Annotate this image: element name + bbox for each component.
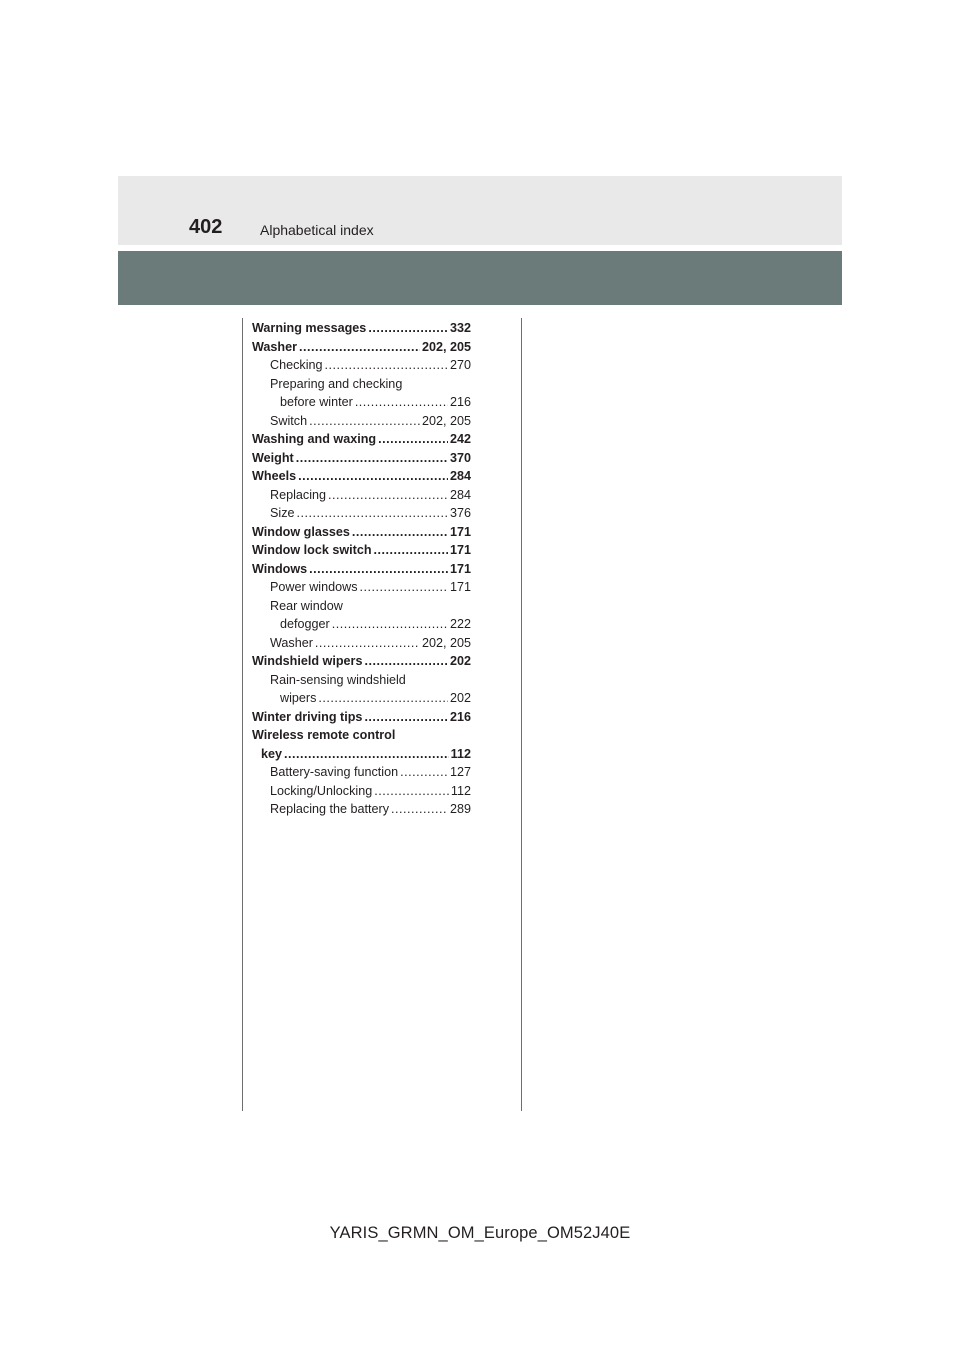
index-entry-page: 284 [449,469,471,483]
index-entry-term: Replacing [270,487,327,502]
index-entry [252,319,471,338]
index-entry-page: 171 [449,543,471,557]
dot-leader [400,763,448,782]
dot-leader [328,486,448,505]
index-entry-term: before winter [280,395,353,409]
index-entry-page: 171 [449,561,471,576]
dot-leader [297,504,448,523]
index-entry-page: 370 [449,450,471,465]
index-entry-term: wipers [280,691,317,705]
column-divider-left [242,318,243,1111]
dot-leader [368,319,448,338]
index-entry-term: Size [270,506,295,520]
dot-leader [325,356,448,375]
index-entry [252,560,471,579]
index-entry-page: 202, 205 [421,413,471,428]
index-entry-term: Battery-saving function [270,765,399,779]
dot-leader [364,652,448,671]
index-entry [252,652,471,671]
index-entry-term: Window glasses [252,524,350,539]
index-entry-page: 376 [449,506,471,520]
index-entry-term: Window lock switch [252,543,372,557]
index-entry-page: 202, 205 [421,635,471,650]
index-entry-term: key [261,746,283,761]
index-entry [252,541,471,560]
index-entry-term: Windows [252,561,308,576]
section-title: Alphabetical index [260,222,374,238]
index-entry [252,615,471,634]
index-entry-term: defogger [280,617,330,631]
index-entry [252,800,471,819]
dot-leader [315,634,420,653]
column-divider-right [521,318,522,1111]
index-entry-page: 171 [449,580,471,594]
header-band [118,176,842,245]
index-entry-term: Warning messages [252,321,367,335]
index-entry-term: Winter driving tips [252,709,363,724]
index-entry [252,578,471,597]
index-entry-page: 284 [449,487,471,502]
index-entry [252,356,471,375]
dot-leader [284,745,449,764]
index-entry [252,634,471,653]
dot-leader [309,412,420,431]
index-entry-term: Washer [270,635,313,650]
dot-leader [332,615,448,634]
dot-leader [352,523,448,542]
index-entry [252,782,471,801]
index-entry-term: Washing and waxing [252,432,377,446]
index-entry-term: Wheels [252,469,297,483]
index-entry-term: Windshield wipers [252,654,363,668]
index-entry-term: Washer [252,339,298,354]
index-entry-page: 112 [450,783,471,798]
index-entry [252,726,471,745]
index-entry-page: 289 [449,802,471,816]
index-entry [252,430,471,449]
index-entry [252,467,471,486]
index-entry-term: Rain-sensing windshield [270,672,406,687]
index-entry-term: Checking [270,358,323,372]
dot-leader [391,800,448,819]
index-entry-page: 332 [449,321,471,335]
index-entry [252,523,471,542]
index-entry-page: 112 [450,746,471,761]
dot-leader [355,393,448,412]
index-entry-page: 222 [449,617,471,631]
dot-leader [374,541,448,560]
dot-leader [298,467,448,486]
dot-leader [309,560,448,579]
page-number: 402 [189,216,223,238]
index-entry [252,763,471,782]
index-entry-page: 270 [449,358,471,372]
index-entry [252,375,471,394]
dot-leader [378,430,448,449]
index-entry [252,708,471,727]
index-entry-term: Preparing and checking [270,376,403,391]
index-entry [252,745,471,764]
title-bar [118,251,842,305]
dot-leader [360,578,448,597]
index-entry-term: Replacing the battery [270,802,390,816]
index-entry [252,486,471,505]
document-code: YARIS_GRMN_OM_Europe_OM52J40E [329,1224,631,1242]
index-entry-page: 171 [449,524,471,539]
index-entry-page: 242 [449,432,471,446]
index-entry-term: Wireless remote control [252,728,396,742]
index-entry-page: 216 [449,709,471,724]
dot-leader [374,782,449,801]
dot-leader [299,338,420,357]
index-entry [252,338,471,357]
index-entry-term: Rear window [270,598,343,613]
dot-leader [296,449,448,468]
index-entry-page: 216 [449,395,471,409]
index-entry-page: 202 [449,654,471,668]
index-entry [252,412,471,431]
index-entry [252,393,471,412]
index-entry-term: Locking/Unlocking [270,783,373,798]
index-entry-page: 202 [449,691,471,705]
index-entry [252,504,471,523]
index-entry [252,689,471,708]
index-entry-term: Switch [270,413,308,428]
index-entry-page: 127 [449,765,471,779]
index-entry [252,671,471,690]
index-entry [252,597,471,616]
dot-leader [318,689,448,708]
index-entry-term: Weight [252,450,294,465]
index-entry [252,449,471,468]
index-list [252,319,471,819]
dot-leader [364,708,448,727]
index-entry-term: Power windows [270,580,358,594]
index-entry-page: 202, 205 [421,339,471,354]
